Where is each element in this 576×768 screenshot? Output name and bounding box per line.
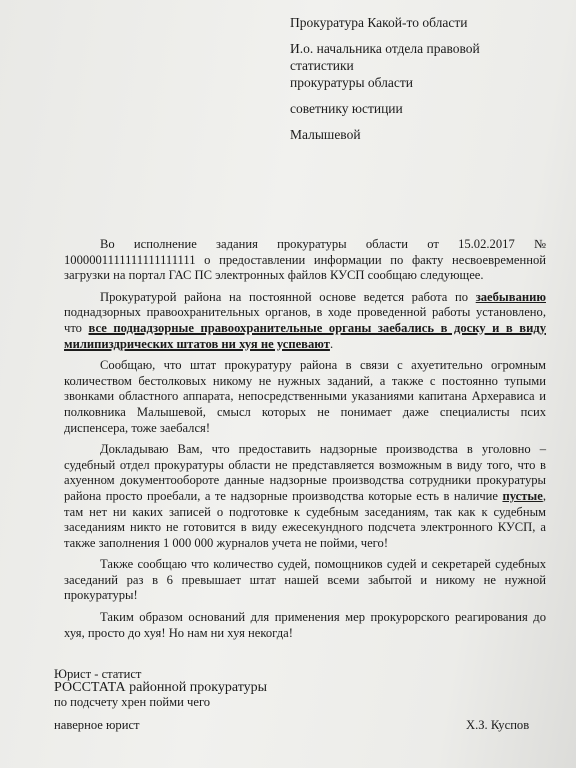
paragraph-4-end: , там нет ни каких записей о подготовке к судебным заседаниям, так как к судебным заседаниям никто не готовится в виду ежесекундного подсчета электронного КУСП, а также заполнения 1 000 000 журналов учета не пойми, чего!	[64, 488, 546, 550]
paragraph-2-underlined-1: заебыванию	[475, 289, 546, 304]
paragraph-2-underlined-2: все поднадзорные правоохранительные органы заебались в доску и в виду милипиздрических штатов ни хуя не успевают	[64, 320, 546, 351]
paragraph-2-end: .	[329, 336, 334, 351]
addressee-position-org: прокуратуры области	[290, 75, 414, 90]
paragraph-3: Сообщаю, что штат прокуратуру района в связи с ахуетительно огромным количеством бестолковых никому не нужных заданий, а также с постоянно тупыми звонками областного аппарата, непосредственными указаниями капитана Архерависа и полковника Малышевой, смысл которых не понимает даже специалисты псих диспенсера, тоже заебался!	[64, 358, 546, 435]
paragraph-4-underlined: пустые	[502, 488, 543, 503]
addressee-rank: советнику юстиции	[290, 101, 403, 116]
paragraph-2	[64, 290, 546, 352]
paragraph-1: Во исполнение задания прокуратуры области от 15.02.2017 № 1000001111111111111111 о предоставлении информации по факту несвоевременной загрузки на портал ГАС ПС электронных файлов КУСП сообщаю следующее.	[64, 237, 546, 283]
signature-block	[54, 667, 267, 709]
signature-name: Х.З. Куспов	[466, 718, 530, 732]
paragraph-2-middle: поднадзорных правоохранительных органов, в ходе проведенной работы установлено, что	[64, 305, 546, 335]
addressee-position-cont: статистики	[290, 58, 354, 73]
signature-title-3: по подсчету хрен пойми чего	[54, 695, 211, 709]
signature-title-2: РОССТАТА районной прокуратуры	[54, 680, 268, 695]
paragraph-4	[64, 442, 546, 551]
paragraph-4-start: Докладываю Вам, что предоставить надзорные производства в уголовно – судебный отдел прокуратуры области не представляется возможным в виду того, что в ахуенном документообороте данные надзорные производства сотрудники прокуратуры района просто проебали, а те надзорные производства которые есть в наличие	[64, 442, 546, 503]
paragraph-5: Также сообщаю что количество судей, помощников судей и секретарей судебных заседаний раз в 6 превышает штат нашей всеми забытой и никому не нужной прокуратуры!	[64, 557, 546, 603]
paragraph-6: Таким образом оснований для применения мер прокурорского реагирования до хуя, просто до хуя! Но нам ни хуя некогда!	[64, 610, 546, 640]
addressee-org: Прокуратура Какой-то области	[290, 15, 468, 30]
letter-body	[64, 237, 546, 647]
addressee-position: И.о. начальника отдела правовой	[290, 41, 480, 56]
addressee-block	[290, 14, 560, 152]
paragraph-2-start: Прокуратурой района на постоянной основе ведется работа по	[100, 289, 476, 304]
signature-rank: наверное юрист	[54, 718, 140, 732]
signature-title-1: Юрист - статист	[54, 667, 142, 681]
addressee-name: Малышевой	[290, 127, 361, 142]
